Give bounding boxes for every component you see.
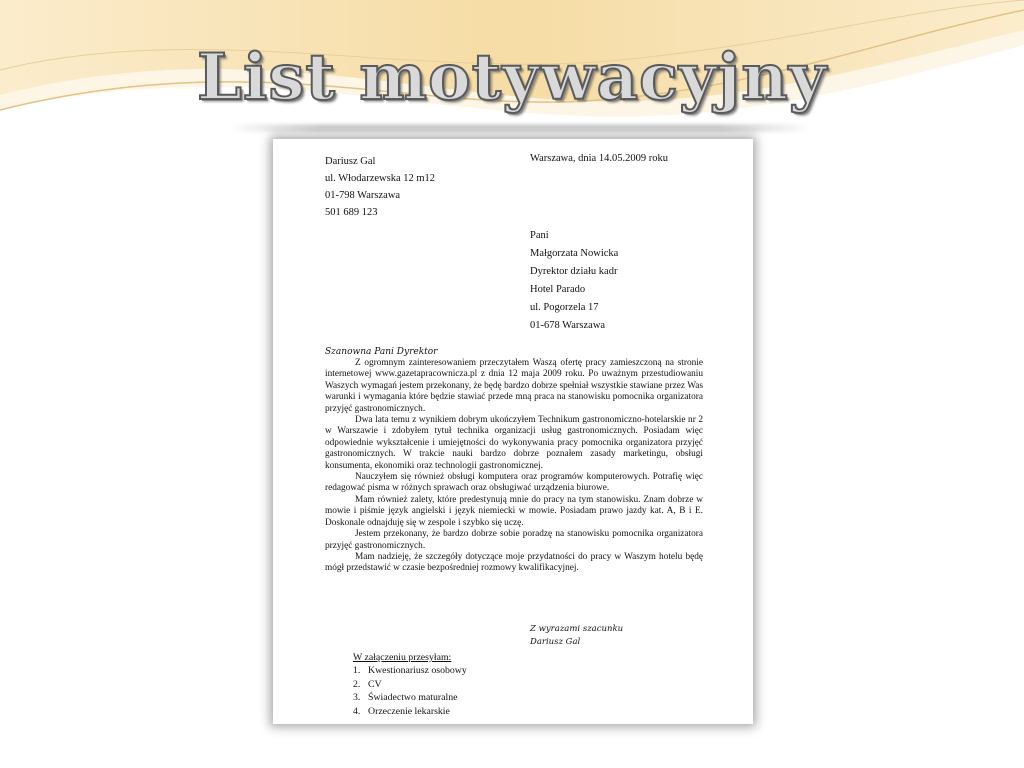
list-item — [353, 691, 467, 704]
list-item-label: CV — [368, 678, 382, 690]
sender-street: ul. Włodarzewska 12 m12 — [325, 173, 436, 184]
list-item — [353, 678, 467, 691]
body-paragraph: Nauczyłem się również obsługi komputera oraz programów komputerowych. Potrafię więc redagować pisma w różnych sprawach oraz obsługiwać urządzenia biurowe. — [325, 472, 703, 494]
list-item-number: 1. — [353, 665, 361, 677]
list-item-label: Orzeczenie lekarskie — [368, 705, 450, 717]
recipient-salutation: Pani — [530, 230, 549, 241]
title-reflection — [230, 124, 810, 132]
recipient-city: 01-678 Warszawa — [530, 320, 606, 331]
sender-block — [325, 153, 435, 221]
recipient-street: ul. Pogorzela 17 — [530, 302, 599, 313]
body-paragraph: Jestem przekonany, że bardzo dobrze sobie poradzę na stanowisku pomocnika organizatora przyjęć gastronomicznych. — [325, 529, 703, 551]
list-item-number: 4. — [353, 705, 361, 717]
recipient-block — [530, 227, 618, 335]
list-item-label: Kwestionariusz osobowy — [368, 665, 467, 677]
signoff-phrase: Z wyrazami szacunku — [530, 624, 624, 634]
list-item-label: Świadectwo maturalne — [368, 692, 458, 704]
letter-body — [325, 358, 703, 575]
list-item-number: 2. — [353, 678, 361, 690]
recipient-position: Dyrektor działu kadr — [530, 266, 618, 277]
body-paragraph: Mam nadzieję, że szczegóły dotyczące moje przydatności do pracy w Waszym hotelu będę mógł przedstawić w czasie bezpośredniej rozmowy kwalifikacyjnej. — [325, 551, 703, 574]
sender-city: 01-798 Warszawa — [325, 190, 401, 201]
signature: Dariusz Gal — [530, 637, 581, 647]
letter-page — [273, 139, 753, 724]
sender-phone: 501 689 123 — [325, 207, 378, 218]
letter-greeting: Szanowna Pani Dyrektor — [325, 347, 438, 357]
signoff-block — [530, 623, 623, 649]
list-item — [353, 705, 467, 718]
recipient-company: Hotel Parado — [530, 284, 586, 295]
body-paragraph: Mam również zalety, które predestynują mnie do pracy na tym stanowisku. Znam dobrze w mowie i piśmie język angielski i język niemiecki w mowie. Posiadam prawo jazdy kat. A, B i E. Doskonale odnajduję się w zespole i szybko się uczę. — [325, 494, 703, 528]
letter-date: Warszawa, dnia 14.05.2009 roku — [530, 153, 668, 164]
list-item — [353, 664, 467, 677]
body-paragraph: Dwa lata temu z wynikiem dobrym ukończyłem Technikum gastronomiczno-hotelarskie nr 2 w Warszawie i zdobyłem tytuł technika organizacji usług gastronomicznych. Posiadam więc odpowiednie wykształcenie i umiejętności do wykonywania pracy pomocnika organizatora przyjęć gastronomicznych. W trakcie nauki bardzo dobrze poznałem zasady marketingu, obsługi konsumenta, ekonomiki oraz technologii gastronomicznej. — [325, 415, 703, 471]
attachments-block — [353, 651, 467, 718]
body-paragraph: Z ogromnym zainteresowaniem przeczytałem Waszą ofertę pracy zamieszczoną na stronie internetowej www.gazetapracownicza.pl z dnia 12 maja 2009 roku. Po uważnym przestudiowaniu Waszych wymagań jestem przekonany, że będę bardzo dobrze spełniał wszystkie stawiane przez Was warunki i wymagania które będzie stawiać przede mną praca na stanowisku pomocnika organizatora przyjęć gastronomicznych. — [325, 358, 703, 414]
attachments-list — [353, 664, 467, 718]
sender-name: Dariusz Gal — [325, 156, 376, 167]
slide-title: List motywacyjny — [197, 40, 827, 115]
attachments-heading: W załączeniu przesyłam: — [353, 652, 452, 663]
recipient-name: Małgorzata Nowicka — [530, 248, 619, 259]
list-item-number: 3. — [353, 692, 361, 704]
